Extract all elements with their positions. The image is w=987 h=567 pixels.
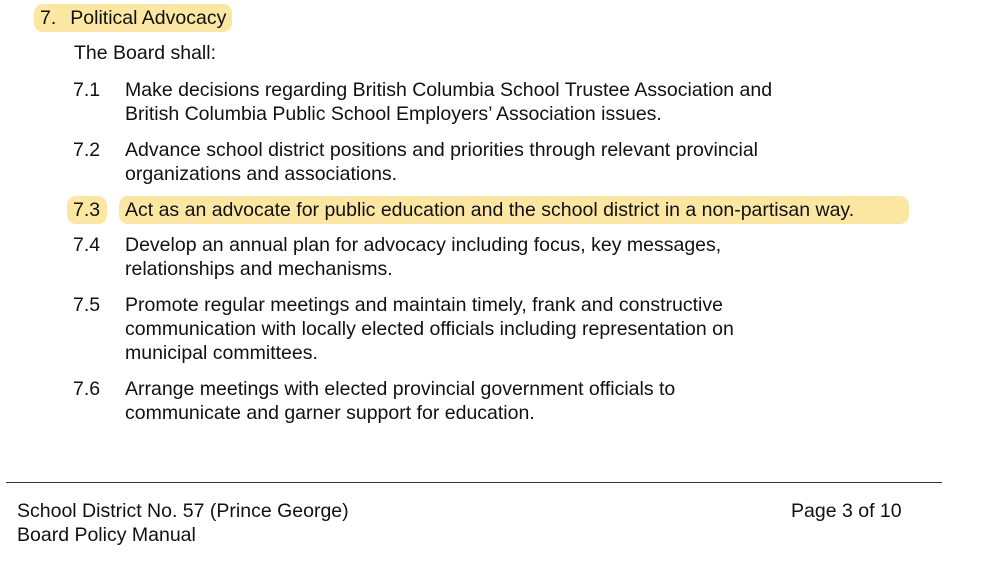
- footer-district: School District No. 57 (Prince George): [17, 500, 349, 522]
- item-number: 7.4: [73, 234, 101, 256]
- intro-text: The Board shall:: [74, 42, 216, 64]
- section-heading: [34, 4, 232, 32]
- item-text-line: communicate and garner support for education.: [125, 402, 535, 424]
- section-number: 7.: [40, 7, 57, 29]
- item-text-line: Develop an annual plan for advocacy including focus, key messages,: [125, 234, 722, 256]
- item-number: 7.3: [73, 199, 101, 221]
- item-text-line: Promote regular meetings and maintain timely, frank and constructive: [125, 294, 723, 316]
- footer-page-number: Page 3 of 10: [791, 500, 902, 522]
- item-text-line: Advance school district positions and priorities through relevant provincial: [125, 139, 758, 161]
- section-title: Political Advocacy: [70, 7, 227, 29]
- item-number: 7.1: [73, 79, 101, 101]
- item-text-line: relationships and mechanisms.: [125, 258, 393, 280]
- item-text-line: Arrange meetings with elected provincial government officials to: [125, 378, 676, 400]
- item-text-line: communication with locally elected officials including representation on: [125, 318, 734, 340]
- item-text-line: British Columbia Public School Employers’ Association issues.: [125, 103, 662, 125]
- item-number: 7.5: [73, 294, 101, 316]
- footer-manual-title: Board Policy Manual: [17, 524, 196, 546]
- item-number: 7.6: [73, 378, 101, 400]
- item-text-line: municipal committees.: [125, 342, 318, 364]
- item-text-line: organizations and associations.: [125, 163, 398, 185]
- footer-divider: [6, 482, 942, 483]
- item-text-line: Make decisions regarding British Columbia School Trustee Association and: [125, 79, 773, 101]
- item-text-line: Act as an advocate for public education and the school district in a non-partisan way.: [125, 199, 855, 221]
- item-number: 7.2: [73, 139, 101, 161]
